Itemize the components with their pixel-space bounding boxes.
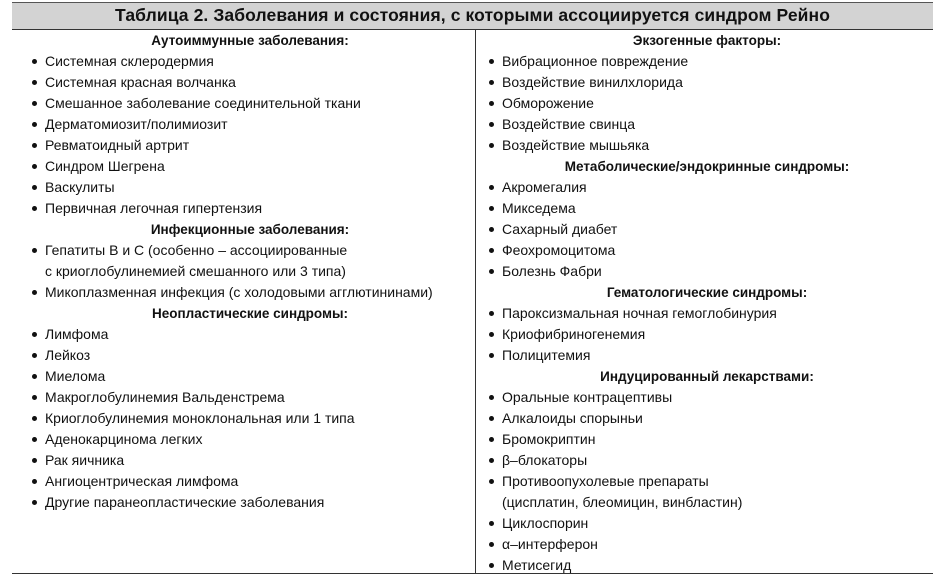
- section-heading-infectious: Инфекционные заболевания:: [150, 222, 350, 237]
- list-item: α–интерферон: [487, 534, 927, 555]
- list-item: Рак яичника: [30, 450, 470, 471]
- list-item: Смешанное заболевание соединительной ткани: [30, 93, 470, 114]
- list-item: Ангиоцентрическая лимфома: [30, 471, 470, 492]
- list-item-line: Противоопухолевые препараты: [502, 473, 709, 489]
- section-heading-exogenous: Экзогенные факторы:: [632, 33, 782, 48]
- list-item: Акромегалия: [487, 177, 927, 198]
- list-item: Криоглобулинемия моноклональная или 1 типа: [30, 408, 470, 429]
- list-item: Феохромоцитома: [487, 240, 927, 261]
- table-title-bar: [12, 2, 933, 30]
- list-item: Воздействие свинца: [487, 114, 927, 135]
- list-item: Микседема: [487, 198, 927, 219]
- list-item: [30, 240, 470, 282]
- list-item: Вибрационное повреждение: [487, 51, 927, 72]
- list-item: Микоплазменная инфекция (с холодовыми агглютининами): [30, 282, 470, 303]
- list-item: Болезнь Фабри: [487, 261, 927, 282]
- list-item: Дерматомиозит/полимиозит: [30, 114, 470, 135]
- list-item: Воздействие мышьяка: [487, 135, 927, 156]
- list-item: Алкалоиды спорыньи: [487, 408, 927, 429]
- list-item: Полицитемия: [487, 345, 927, 366]
- list-item: Пароксизмальная ночная гемоглобинурия: [487, 303, 927, 324]
- section-heading-autoimmune: Аутоиммунные заболевания:: [151, 33, 349, 48]
- section-heading-hematologic: Гематологические синдромы:: [606, 285, 808, 300]
- right-column: [487, 30, 927, 576]
- list-item: Обморожение: [487, 93, 927, 114]
- list-item: Васкулиты: [30, 177, 470, 198]
- column-divider: [475, 30, 476, 573]
- list-item-line: (цисплатин, блеомицин, винбластин): [502, 494, 743, 510]
- list-item: Макроглобулинемия Вальденстрема: [30, 387, 470, 408]
- list-item: β–блокаторы: [487, 450, 927, 471]
- list-item-line: с криоглобулинемией смешанного или 3 типа): [45, 263, 346, 279]
- list-item: Первичная легочная гипертензия: [30, 198, 470, 219]
- list-item: Криофибриногенемия: [487, 324, 927, 345]
- list-item: Другие паранеопластические заболевания: [30, 492, 470, 513]
- list-item: Оральные контрацептивы: [487, 387, 927, 408]
- section-heading-drug-induced: Индуцированный лекарствами:: [600, 369, 814, 384]
- conditions-table: [12, 30, 933, 574]
- list-item: Системная красная волчанка: [30, 72, 470, 93]
- list-item: Аденокарцинома легких: [30, 429, 470, 450]
- list-item: Миелома: [30, 366, 470, 387]
- list-item: Бромокриптин: [487, 429, 927, 450]
- list-item: Циклоспорин: [487, 513, 927, 534]
- table-title: Таблица 2. Заболевания и состояния, с которыми ассоциируется синдром Рейно: [114, 5, 830, 25]
- list-item: Метисегид: [487, 555, 927, 576]
- section-heading-neoplastic: Неопластические синдромы:: [151, 306, 348, 321]
- list-item: [487, 471, 927, 513]
- section-heading-metabolic: Метаболические/эндокринные синдромы:: [564, 159, 850, 174]
- list-item: Воздействие винилхлорида: [487, 72, 927, 93]
- list-item-line: Гепатиты В и С (особенно – ассоциированные: [45, 242, 348, 258]
- list-item: Лимфома: [30, 324, 470, 345]
- list-item: Лейкоз: [30, 345, 470, 366]
- list-item: Системная склеродермия: [30, 51, 470, 72]
- list-item: Сахарный диабет: [487, 219, 927, 240]
- list-item: Ревматоидный артрит: [30, 135, 470, 156]
- left-column: [30, 30, 470, 513]
- list-item: Синдром Шегрена: [30, 156, 470, 177]
